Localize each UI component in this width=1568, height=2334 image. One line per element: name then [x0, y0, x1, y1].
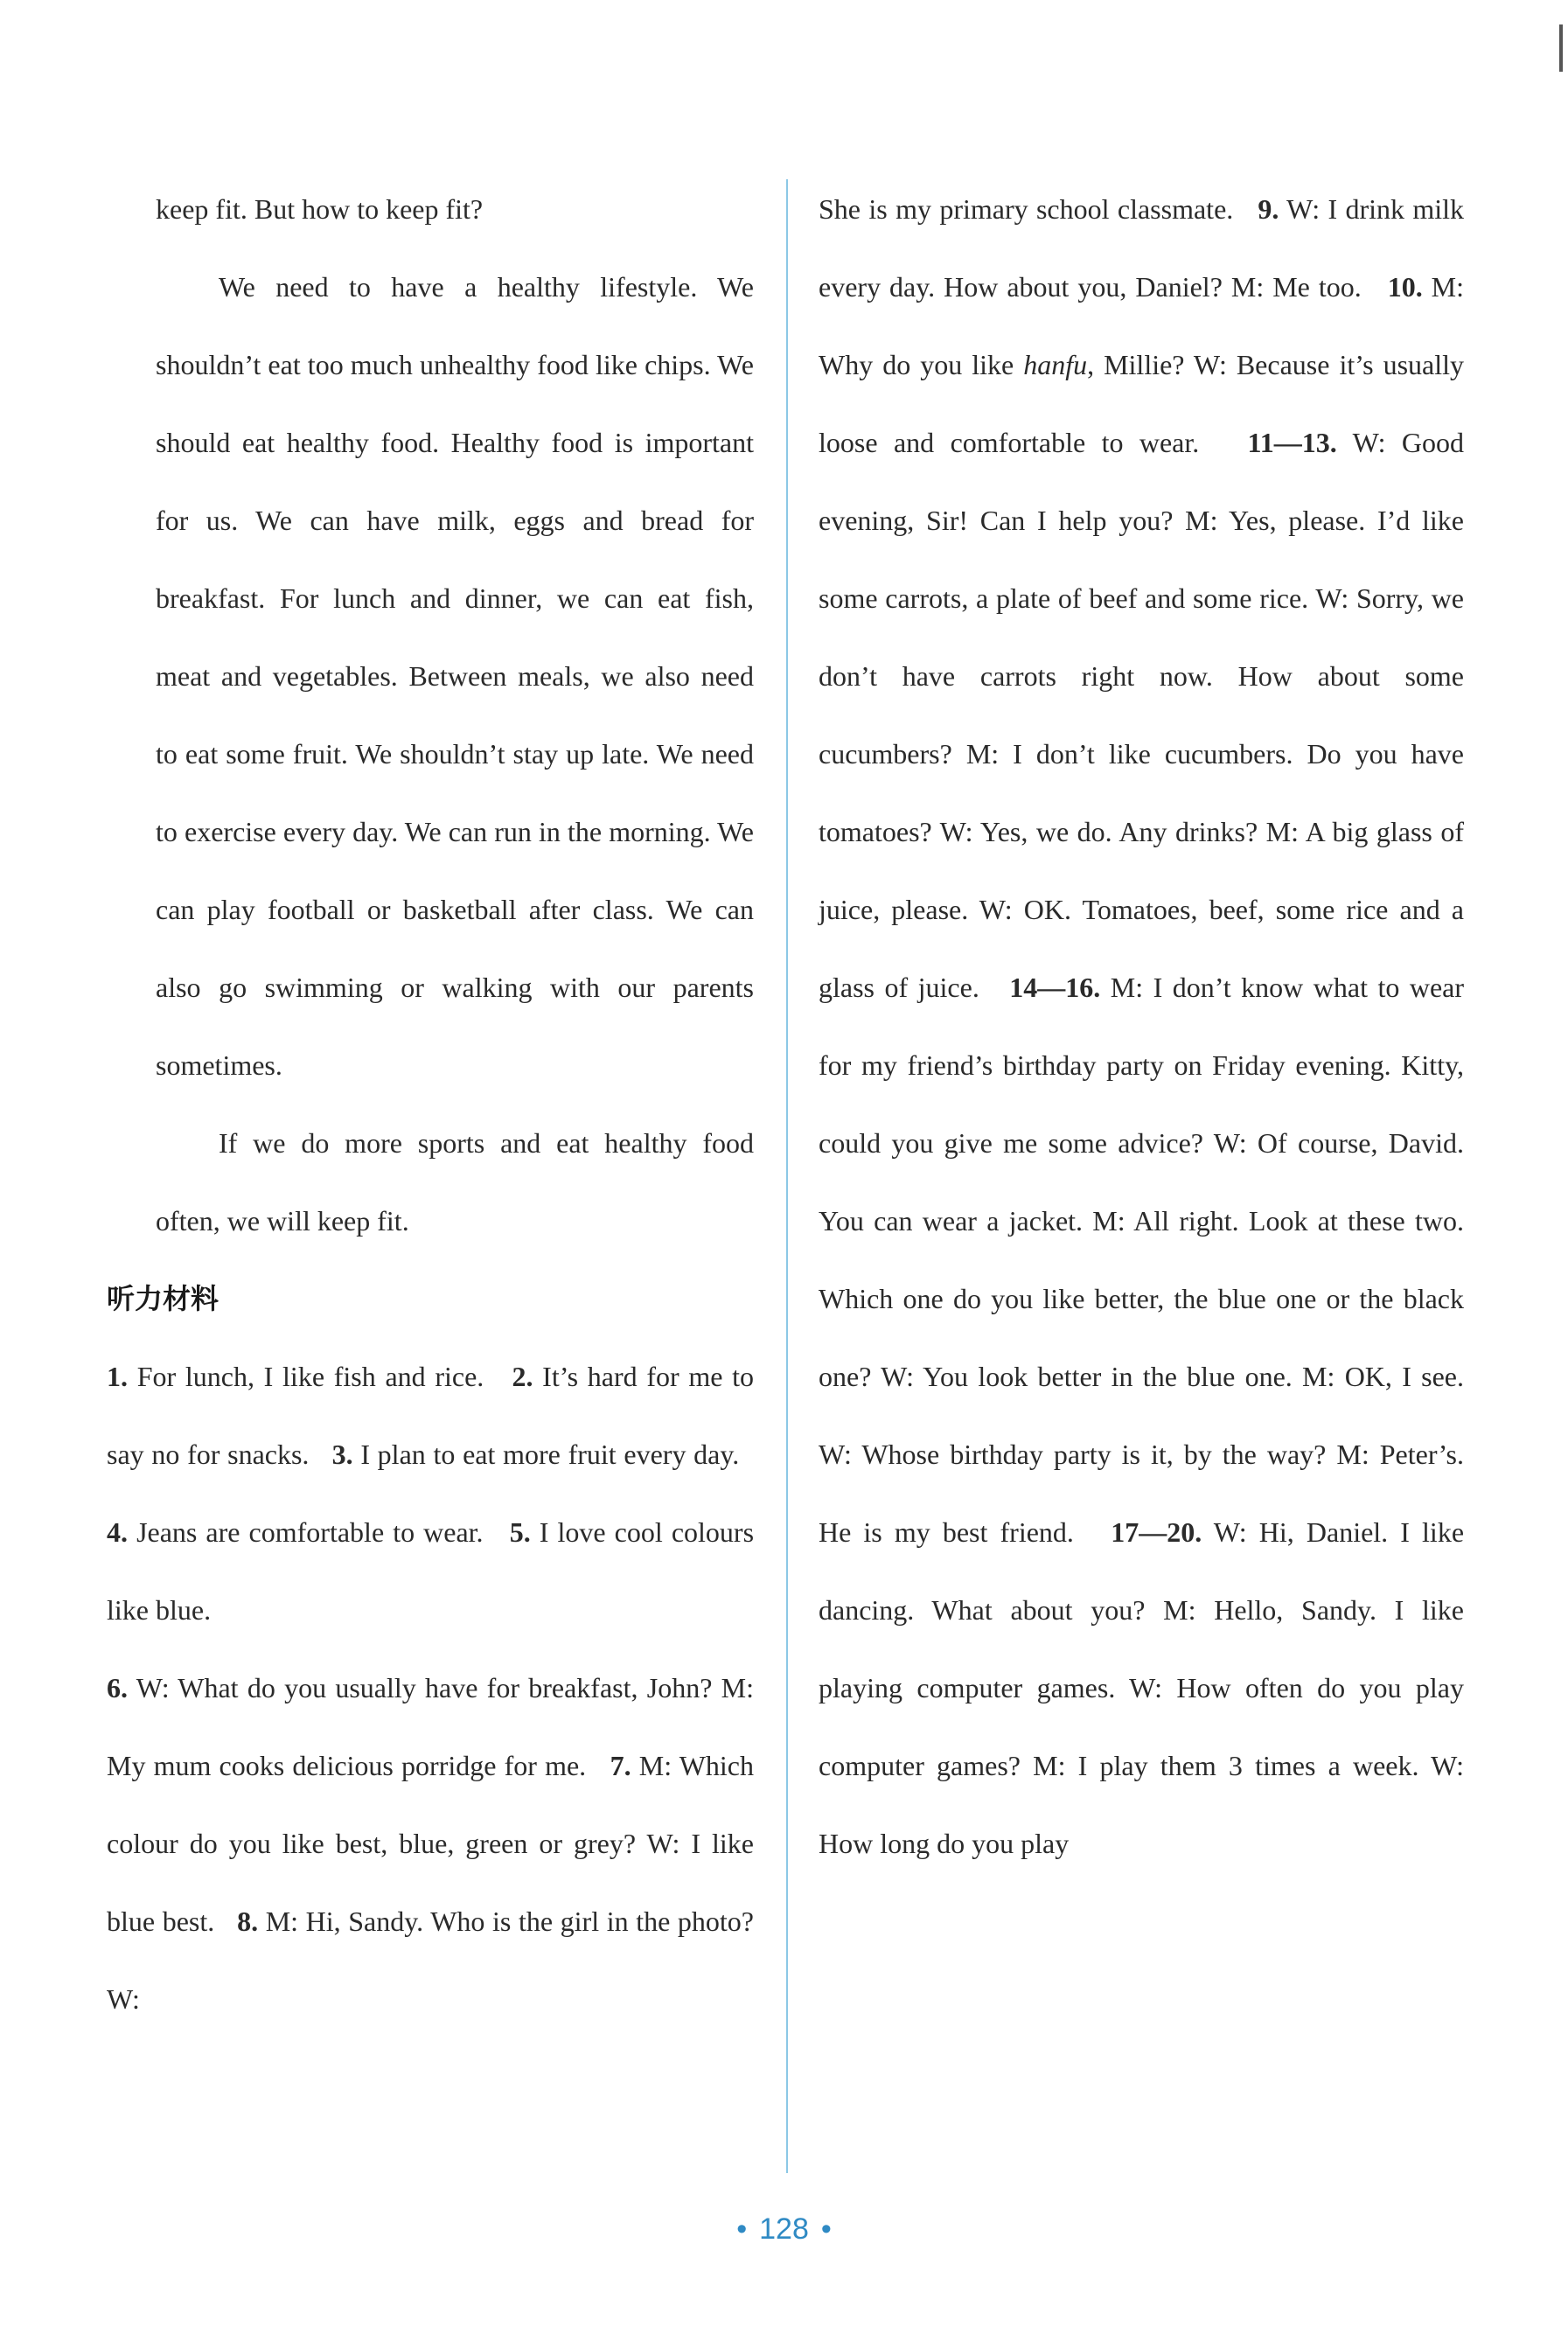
page-number-dot-right: • — [820, 2212, 832, 2246]
item-7-text: M: Which colour do you like best, blue, green or grey? W: I like blue best. — [107, 1750, 755, 1937]
item-3-text: I plan to eat more fruit every day. — [360, 1439, 740, 1470]
item-4-number: 4. — [107, 1516, 128, 1548]
column-divider — [786, 179, 788, 2173]
item-6-number: 6. — [107, 1672, 128, 1703]
page-corner-mark — [1559, 24, 1563, 72]
item-8-continued: She is my primary school classmate. — [819, 193, 1234, 225]
section-heading-listening: 听力材料 — [107, 1282, 220, 1315]
page-number — [0, 2212, 1568, 2247]
item-11-13-text: W: Good evening, Sir! Can I help you? M: Yes, please. I’d like some carrots, a plate of beef and some rice. W: Sorry, we don’t have carrots right now. How about some cucumbers? M: I don’t like cucumbers. Do you have tomatoes? W: Yes, we do. Any drinks? M: A big glass of juice, please. W: OK. Tomatoes, beef, some rice and a glass of juice. — [819, 427, 1465, 1003]
item-10-text-after: , Millie? W: Because it’s usually loose and comfortable to wear. — [819, 349, 1464, 458]
item-7-number: 7. — [610, 1750, 631, 1781]
item-4-text: Jeans are comfortable to wear. — [136, 1516, 484, 1548]
page-number-value: 128 — [759, 2212, 809, 2246]
item-9-text: W: I drink milk every day. How about you, Daniel? M: Me too. — [819, 193, 1465, 303]
item-14-16-text: M: I don’t know what to wear for my friend’s birthday party on Friday evening. Kitty, could you give me some advice? W: Of course, David. You can wear a jacket. M: All right. Look at these two. Which one do you like better, the blue one or the black one? W: You look better in the blue one. M: OK, I see. W: Whose birthday party is it, by the way? M: Peter’s. He is my best friend. — [819, 972, 1464, 1548]
right-column — [819, 171, 1464, 1883]
essay-paragraph-2: We need to have a healthy lifestyle. We shouldn’t eat too much unhealthy food like chips. We should eat healthy food. Healthy food is important for us. We can have milk, eggs and bread for breakfast. For lunch and dinner, we can eat fish, meat and vegetables. Between meals, we also need to eat some fruit. We shouldn’t stay up late. We need to exercise every day. We can run in the morning. We can play football or basketball after class. We can also go swimming or walking with our parents sometimes. — [156, 271, 754, 1081]
item-10-hanfu-word: hanfu — [1023, 349, 1088, 380]
item-10-text-before: M: Why do you like — [819, 271, 1465, 380]
item-2-number: 2. — [512, 1361, 533, 1392]
item-17-20-number: 17—20. — [1111, 1516, 1202, 1548]
listening-items-1-5 — [107, 1338, 754, 1649]
essay-paragraph-3: If we do more sports and eat healthy food often, we will keep fit. — [156, 1127, 754, 1237]
item-8-number: 8. — [237, 1906, 259, 1937]
item-9-number: 9. — [1258, 193, 1279, 225]
item-2-text: It’s hard for me to say no for snacks. — [107, 1361, 755, 1470]
item-10-number: 10. — [1387, 271, 1423, 303]
item-1-number: 1. — [107, 1361, 128, 1392]
item-8-text: M: Hi, Sandy. Who is the girl in the photo? W: — [107, 1906, 755, 2015]
item-1-text: For lunch, I like fish and rice. — [136, 1361, 484, 1392]
page-number-dot-left: • — [736, 2212, 748, 2246]
item-17-20-text: W: Hi, Daniel. I like dancing. What about you? M: Hello, Sandy. I like playing computer games. W: How often do you play computer games? M: I play them 3 times a week. W: How long do you play — [819, 1516, 1465, 1859]
left-column — [107, 171, 754, 2038]
item-6-text: W: What do you usually have for breakfast, John? M: My mum cooks delicious porridge for me. — [107, 1672, 755, 1781]
listening-items-8-20 — [819, 171, 1464, 1883]
item-3-number: 3. — [331, 1439, 353, 1470]
item-5-text: I love cool colours like blue. — [107, 1516, 755, 1626]
item-5-number: 5. — [509, 1516, 531, 1548]
item-11-13-number: 11—13. — [1247, 427, 1337, 458]
listening-items-6-8 — [107, 1649, 754, 2038]
essay-line-1: keep fit. But how to keep fit? — [156, 193, 484, 225]
item-14-16-number: 14—16. — [1009, 972, 1101, 1003]
